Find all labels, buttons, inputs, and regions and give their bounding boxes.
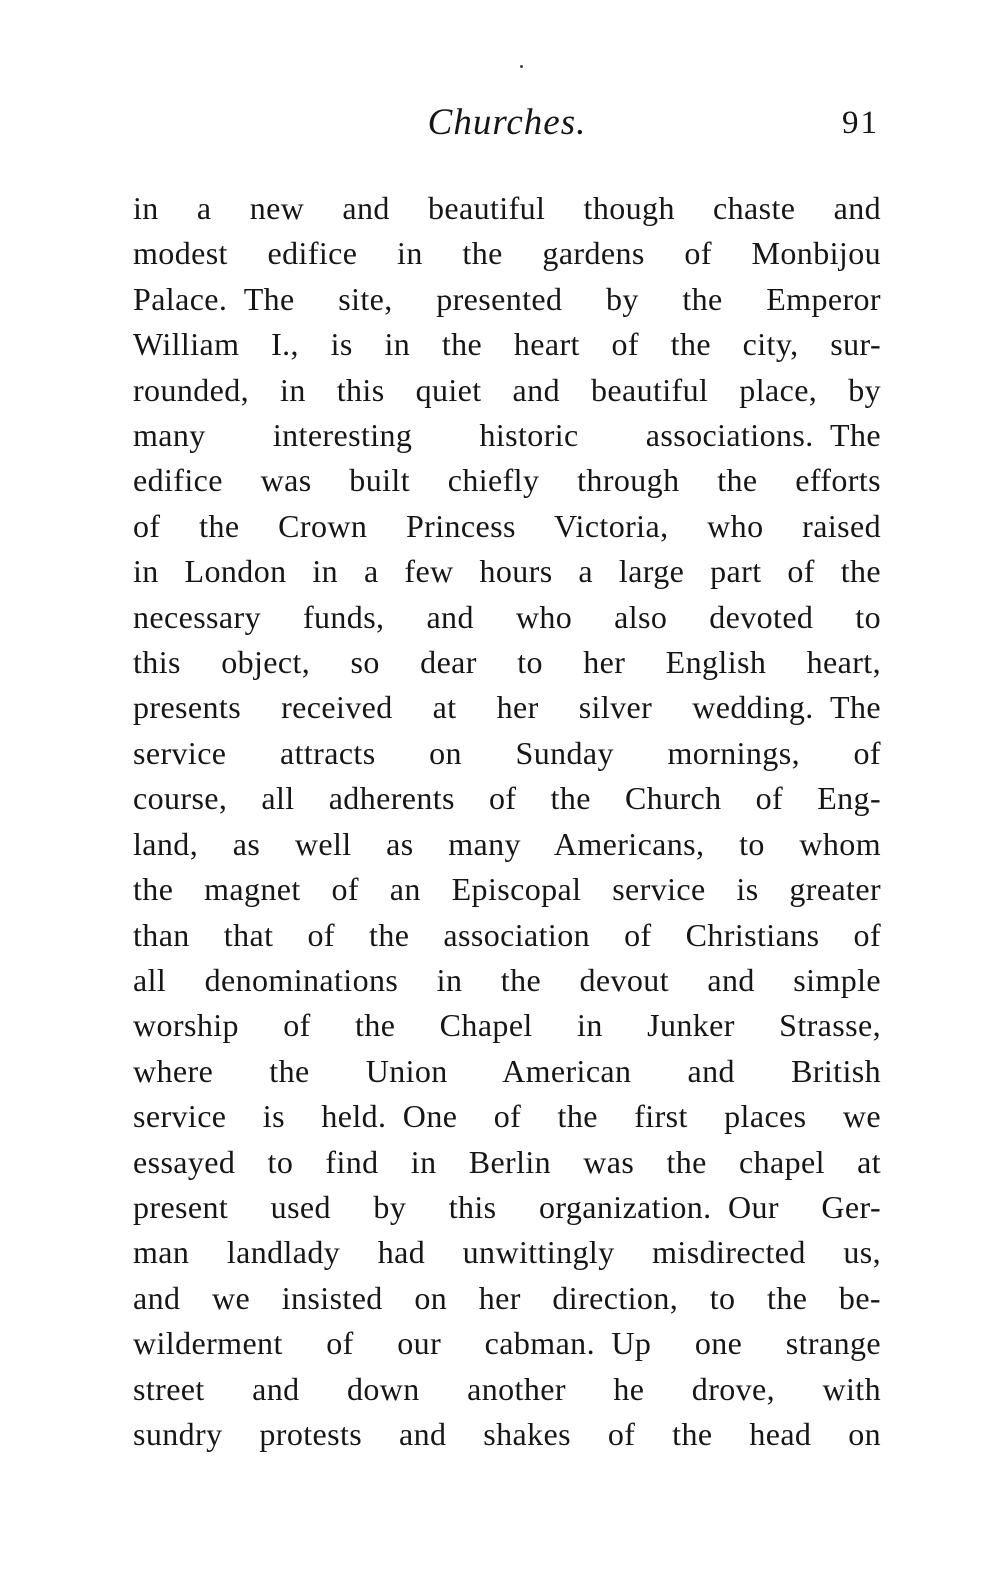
text-line: course, all adherents of the Church of Eng- [133, 780, 881, 817]
text-line: land, as well as many Americans, to whom [133, 825, 881, 862]
text-line: edifice was built chiefly through the efforts [133, 462, 881, 499]
text-line: service attracts on Sunday mornings, of [133, 734, 881, 771]
scan-artifact-dot [520, 65, 523, 68]
text-line: wilderment of our cabman. Up one strange [133, 1325, 881, 1362]
text-line: this object, so dear to her English heart, [133, 644, 881, 681]
text-line: man landlady had unwittingly misdirected us, [133, 1234, 881, 1271]
text-line: in a new and beautiful though chaste and [133, 190, 881, 226]
text-line: essayed to find in Berlin was the chapel at [133, 1143, 881, 1180]
text-line: present used by this organization. Our Ger- [133, 1188, 881, 1225]
text-line: worship of the Chapel in Junker Strasse, [133, 1007, 881, 1044]
body-text [133, 186, 881, 1457]
text-line: in London in a few hours a large part of the [133, 553, 881, 590]
text-line: sundry protests and shakes of the head on [133, 1415, 881, 1452]
text-line: William I., is in the heart of the city, sur- [133, 326, 881, 363]
text-line: where the Union American and British [133, 1052, 881, 1089]
text-line: Palace. The site, presented by the Emperor [133, 280, 881, 317]
text-line: service is held. One of the first places we [133, 1098, 881, 1135]
running-title: Churches. [427, 102, 587, 143]
page-header [133, 101, 881, 145]
text-line: than that of the association of Christians of [133, 916, 881, 953]
text-line: rounded, in this quiet and beautiful place, by [133, 371, 881, 408]
text-line: street and down another he drove, with [133, 1370, 881, 1407]
text-line: presents received at her silver wedding. The [133, 689, 881, 726]
text-line: all denominations in the devout and simple [133, 961, 881, 998]
text-line: modest edifice in the gardens of Monbijou [133, 235, 881, 272]
text-line: necessary funds, and who also devoted to [133, 598, 881, 635]
text-line: and we insisted on her direction, to the be- [133, 1279, 881, 1316]
page-number: 91 [842, 105, 879, 141]
text-line: many interesting historic associations. The [133, 417, 881, 454]
text-line: of the Crown Princess Victoria, who raised [133, 507, 881, 544]
text-line: the magnet of an Episcopal service is greater [133, 871, 881, 908]
